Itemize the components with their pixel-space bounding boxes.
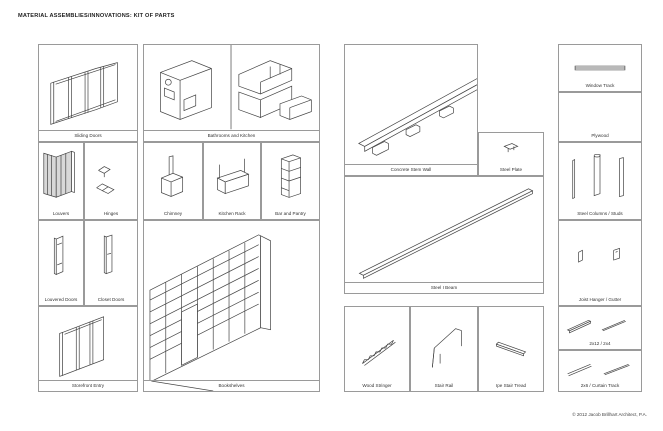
closet-door-drawing — [85, 221, 137, 305]
bar-pantry-drawing — [262, 143, 319, 219]
label-2x12-2x4: 2x12 / 2x4 — [589, 341, 611, 346]
cell-steel-columns-studs — [558, 142, 642, 220]
joist-hanger-drawing — [559, 221, 641, 305]
label-storefront-entry: Storefront Entry — [39, 380, 137, 391]
steel-i-beam-drawing — [345, 177, 543, 293]
cell-ipe-stair-tread — [478, 306, 544, 392]
cell-2x6-curtain-track — [558, 350, 642, 392]
label-chimney: Chimney — [163, 211, 183, 216]
label-concrete-stem-wall: Concrete Stem Wall — [345, 164, 477, 175]
label-steel-i-beam: Steel I Beam — [345, 282, 543, 293]
label-steel-columns-studs: Steel Columns / Studs — [577, 211, 623, 216]
cell-2x12-2x4 — [558, 306, 642, 350]
louvered-door-drawing — [39, 221, 83, 305]
copyright: © 2012 Jacob Brillhart Architect, P.A. — [572, 412, 647, 417]
concrete-stem-wall-drawing — [345, 45, 477, 175]
cell-closet-doors — [84, 220, 138, 306]
cell-bar-pantry — [261, 142, 320, 220]
label-kitchen-rack: Kitchen Rack — [218, 211, 246, 216]
label-steel-plate: Steel Plate — [499, 167, 523, 172]
cell-hinges — [84, 142, 138, 220]
label-bar-pantry: Bar and Pantry — [275, 211, 306, 216]
louvers-drawing — [39, 143, 83, 219]
cell-steel-plate — [478, 132, 544, 176]
sheet-title: MATERIAL ASSEMBLIES/INNOVATIONS: KIT OF PARTS — [18, 13, 175, 19]
label-bathrooms-kitchen: Bathrooms and Kitchen — [144, 130, 319, 141]
wood-stringer-drawing — [345, 307, 409, 391]
cell-storefront-entry — [38, 306, 138, 392]
cell-window-track — [558, 44, 642, 92]
label-ipe-stair-tread: Ipe Stair Tread — [495, 383, 527, 388]
storefront-drawing — [39, 307, 137, 391]
label-bookshelves: Bookshelves — [144, 380, 319, 391]
cell-louvers — [38, 142, 84, 220]
cell-plywood — [558, 92, 642, 142]
label-wood-stringer: Wood Stringer — [362, 383, 392, 388]
label-louvered-doors: Louvered Doors — [44, 297, 78, 302]
label-joist-hanger-gutter: Joist Hanger / Gutter — [578, 297, 622, 302]
cell-concrete-stem-wall — [344, 44, 478, 176]
label-hinges: Hinges — [103, 211, 119, 216]
cell-chimney — [143, 142, 203, 220]
label-sliding-doors: Sliding Doors — [39, 130, 137, 141]
label-louvers: Louvers — [52, 211, 70, 216]
label-plywood: Plywood — [591, 133, 609, 138]
label-window-track: Window Track — [585, 83, 615, 88]
bathrooms-kitchen-drawing — [144, 45, 319, 141]
label-2x6-curtain-track: 2x6 / Curtain Track — [580, 383, 620, 388]
bookshelves-drawing — [144, 221, 319, 391]
sliding-doors-drawing — [39, 45, 137, 141]
cell-bathrooms-kitchen — [143, 44, 320, 142]
cell-wood-stringer — [344, 306, 410, 392]
cell-bookshelves — [143, 220, 320, 392]
cell-kitchen-rack — [203, 142, 261, 220]
steel-columns-drawing — [559, 143, 641, 219]
cell-louvered-doors — [38, 220, 84, 306]
label-closet-doors: Closet Doors — [97, 297, 125, 302]
cell-joist-hanger-gutter — [558, 220, 642, 306]
stair-rail-drawing — [411, 307, 477, 391]
cell-stair-rail — [410, 306, 478, 392]
cell-steel-i-beam — [344, 176, 544, 294]
cell-sliding-doors — [38, 44, 138, 142]
label-stair-rail: Stair Rail — [434, 383, 454, 388]
kitchen-rack-drawing — [204, 143, 260, 219]
ipe-stair-tread-drawing — [479, 307, 543, 391]
chimney-drawing — [144, 143, 202, 219]
hinges-drawing — [85, 143, 137, 219]
